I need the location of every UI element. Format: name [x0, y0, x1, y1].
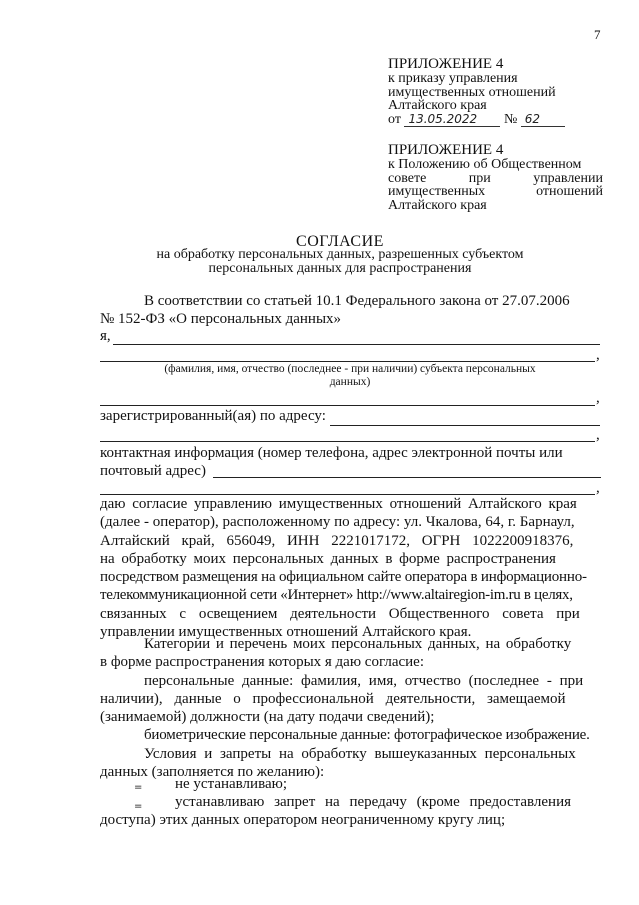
address-blank-line-2 — [100, 441, 595, 442]
name-blank-line-1 — [113, 344, 600, 345]
contact-blank-line-1 — [213, 477, 601, 478]
option-restrict-transfer-line2: доступа) этих данных оператором неограниченному кругу лиц; — [100, 812, 506, 828]
consent-paragraph — [100, 495, 601, 641]
document-title: СОГЛАСИЕ — [296, 233, 384, 250]
page-number: 7 — [594, 27, 601, 42]
subtitle-line1: на обработку персональных данных, разрешенных субъектом — [156, 247, 524, 262]
ya-label: я, — [100, 328, 111, 344]
name-caption — [100, 363, 600, 389]
option-no-restrictions: не устанавливаю; — [175, 776, 287, 792]
categories-line2: в форме распространения которых я даю согласие: — [100, 654, 424, 671]
consent-line: (далее - оператор), расположенному по адресу: ул. Чкалова, 64, г. Барнаул, — [100, 514, 575, 531]
checkbox-restrict-transfer[interactable]: = — [134, 801, 143, 812]
consent-line: Алтайский край, 656049, ИНН 2221017172, ОГРН 1022200918376, — [100, 532, 574, 549]
subtitle-line2: персональных данных для распространения — [208, 261, 472, 276]
consent-line: телекоммуникационной сети «Интернет» http://www.altairegion-im.ru в целях, — [100, 587, 573, 604]
appendix-regulation-block — [388, 142, 603, 212]
option-restrict-transfer-line1: устанавливаю запрет на передачу (кроме предоставления — [175, 794, 571, 810]
appendix-reg-word: отношений — [536, 184, 603, 199]
conditions-line2: данных (заполняется по желанию): — [100, 764, 325, 781]
appendix-order-date-line — [388, 113, 603, 128]
personal-data-line1: персональные данные: фамилия, имя, отчество (последнее - при — [144, 672, 584, 689]
conditions-line1: Условия и запреты на обработку вышеуказанных персональных — [144, 745, 576, 762]
name-blank-line-3 — [100, 405, 595, 406]
biometric-line: биометрические персональные данные: фотографическое изображение. — [144, 727, 590, 744]
contact-line2: почтовый адрес) — [100, 463, 206, 480]
consent-line: даю согласие управлению имущественных отношений Алтайского края — [100, 496, 577, 512]
name-caption-line1: (фамилия, имя, отчество (последнее - при наличии) субъекта персональных — [164, 363, 536, 375]
appendix-order-line2: имущественных отношений — [388, 84, 556, 100]
checkbox-no-restrictions[interactable]: = — [134, 782, 143, 793]
intro-line2: № 152-ФЗ «О персональных данных» — [100, 311, 342, 328]
name-blank-line-2 — [100, 361, 595, 362]
appendix-reg-line1: к Положению об Общественном — [388, 157, 582, 172]
appendix-reg-line2 — [388, 172, 603, 186]
intro-paragraph — [100, 292, 601, 329]
appendix-reg-line3 — [388, 185, 603, 199]
intro-text: В соответствии со статьей 10.1 Федерального закона от 27.07.2006 — [144, 293, 570, 309]
appendix-order-block — [388, 56, 603, 127]
order-number-handwritten: 62 — [521, 113, 565, 128]
appendix-reg-line4: Алтайского края — [388, 197, 487, 213]
appendix-order-title: ПРИЛОЖЕНИЕ 4 — [388, 56, 504, 72]
from-label: от — [388, 111, 401, 127]
contact-line1 — [100, 444, 601, 462]
appendix-reg-word: управлении — [533, 170, 603, 186]
categories-paragraph — [100, 635, 601, 781]
personal-data-line3: (занимаемой) должности (на дату подачи сведений); — [100, 709, 435, 726]
number-label: № — [503, 111, 518, 127]
appendix-reg-title: ПРИЛОЖЕНИЕ 4 — [388, 142, 504, 158]
comma: , — [596, 347, 600, 363]
categories-line1: Категории и перечень моих персональных данных, на обработку — [144, 636, 572, 652]
consent-line: на обработку моих персональных данных в форме распространения — [100, 550, 556, 567]
appendix-order-line1: к приказу управления — [388, 71, 518, 86]
address-blank-line-1 — [330, 425, 600, 426]
comma: , — [596, 390, 600, 406]
contact-block — [100, 444, 601, 481]
appendix-reg-word: при — [468, 170, 491, 186]
consent-line: управлении имущественных отношений Алтайского края. — [100, 624, 472, 641]
intro-line1 — [100, 292, 601, 310]
contact-text: контактная информация (номер телефона, адрес электронной почты или — [100, 445, 563, 461]
comma: , — [596, 427, 600, 443]
document-subtitle — [60, 248, 620, 276]
appendix-order-line3: Алтайского края — [388, 98, 487, 113]
consent-line: посредством размещения на официальном сайте оператора в информационно- — [100, 569, 587, 586]
appendix-reg-word: имущественных — [388, 184, 486, 199]
order-date-handwritten: 13.05.2022 — [404, 113, 500, 128]
comma: , — [596, 480, 600, 496]
registered-address-label: зарегистрированный(ая) по адресу: — [100, 408, 326, 424]
personal-data-line2: наличии), данные о профессиональной деятельности, замещаемой — [100, 690, 566, 707]
consent-line: связанных с освещением деятельности Общественного совета при — [100, 605, 580, 622]
appendix-reg-word: совете — [388, 170, 427, 186]
name-caption-line2: данных) — [329, 376, 371, 388]
